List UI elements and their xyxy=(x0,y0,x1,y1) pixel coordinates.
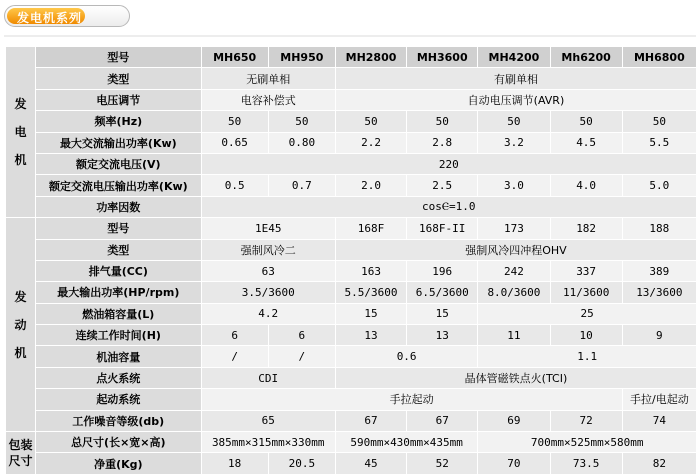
label-type: 类型 xyxy=(36,68,200,88)
cell-frequency: 50 xyxy=(269,111,335,131)
cell-frequency: 50 xyxy=(551,111,622,131)
cell-max-output: 8.0/3600 xyxy=(478,282,549,302)
model-col: MH6800 xyxy=(623,47,696,67)
cell-rated-ac-power: 0.5 xyxy=(202,175,268,195)
cell-frequency: 50 xyxy=(623,111,696,131)
cell-weight: 73.5 xyxy=(551,453,622,473)
label-displacement: 排气量(CC) xyxy=(36,261,200,281)
cell-max-output: 11/3600 xyxy=(551,282,622,302)
row-oil-capacity xyxy=(6,346,696,366)
row-type xyxy=(6,68,696,88)
cell-start-system: 手拉/电起动 xyxy=(623,389,696,409)
cell-displacement: 337 xyxy=(551,261,622,281)
label-frequency: 频率(Hz) xyxy=(36,111,200,131)
cell-frequency: 50 xyxy=(407,111,477,131)
cell-weight: 45 xyxy=(336,453,406,473)
cell-displacement: 242 xyxy=(478,261,549,281)
spec-table xyxy=(5,46,697,475)
row-rated-ac-power xyxy=(6,175,696,195)
cell-noise: 69 xyxy=(478,411,549,431)
row-start-system xyxy=(6,389,696,409)
model-col: MH2800 xyxy=(336,47,406,67)
cell-voltage-reg: 自动电压调节(AVR) xyxy=(336,90,696,110)
cell-engine-type: 强制风冷四冲程OHV xyxy=(336,240,696,260)
cell-frequency: 50 xyxy=(336,111,406,131)
cell-max-ac-power: 2.2 xyxy=(336,133,406,153)
label-oil-capacity: 机油容量 xyxy=(36,346,200,366)
label-max-output: 最大输出功率(HP/rpm) xyxy=(36,282,200,302)
row-weight xyxy=(6,453,696,473)
cell-dimensions: 700mm×525mm×580mm xyxy=(478,432,696,452)
label-rated-voltage: 额定交流电压(V) xyxy=(36,154,200,174)
cell-engine-model: 182 xyxy=(551,218,622,238)
cell-run-time: 13 xyxy=(407,325,477,345)
cell-run-time: 6 xyxy=(269,325,335,345)
cell-displacement: 196 xyxy=(407,261,477,281)
cell-fuel-tank: 15 xyxy=(336,304,406,324)
cell-weight: 20.5 xyxy=(269,453,335,473)
model-col: MH950 xyxy=(269,47,335,67)
label-noise: 工作噪音等级(db) xyxy=(36,411,200,431)
label-ignition: 点火系统 xyxy=(36,368,200,388)
cell-voltage-reg: 电容补偿式 xyxy=(202,90,335,110)
cell-engine-model: 168F xyxy=(336,218,406,238)
row-frequency xyxy=(6,111,696,131)
model-col: MH4200 xyxy=(478,47,549,67)
label-model: 型号 xyxy=(36,47,200,67)
cell-run-time: 6 xyxy=(202,325,268,345)
cell-frequency: 50 xyxy=(478,111,549,131)
row-ignition xyxy=(6,368,696,388)
cell-max-ac-power: 3.2 xyxy=(478,133,549,153)
cell-ignition: 晶体管磁铁点火(TCI) xyxy=(336,368,696,388)
cell-weight: 52 xyxy=(407,453,477,473)
cell-start-system: 手拉起动 xyxy=(202,389,622,409)
cell-max-ac-power: 4.5 xyxy=(551,133,622,153)
cell-weight: 82 xyxy=(623,453,696,473)
cell-max-ac-power: 0.65 xyxy=(202,133,268,153)
cell-dimensions: 590mm×430mm×435mm xyxy=(336,432,477,452)
row-max-ac-power xyxy=(6,133,696,153)
row-max-output xyxy=(6,282,696,302)
row-engine-model xyxy=(6,218,696,238)
cell-ignition: CDI xyxy=(202,368,335,388)
cell-type: 无刷单相 xyxy=(202,68,335,88)
section-title-badge xyxy=(4,5,130,27)
cell-displacement: 389 xyxy=(623,261,696,281)
label-max-ac-power: 最大交流输出功率(Kw) xyxy=(36,133,200,153)
model-col: Mh6200 xyxy=(551,47,622,67)
row-run-time xyxy=(6,325,696,345)
cell-fuel-tank: 25 xyxy=(478,304,696,324)
cell-power-factor: cosⲈ=1.0 xyxy=(202,197,696,217)
cell-max-output: 6.5/3600 xyxy=(407,282,477,302)
cell-engine-model: 1E45 xyxy=(202,218,335,238)
cell-max-output: 3.5/3600 xyxy=(202,282,335,302)
row-model xyxy=(6,47,696,67)
model-col: MH3600 xyxy=(407,47,477,67)
cell-oil-capacity: 0.6 xyxy=(336,346,477,366)
cell-noise: 72 xyxy=(551,411,622,431)
cell-rated-ac-power: 2.5 xyxy=(407,175,477,195)
section-engine: 发 动 机 xyxy=(6,218,35,431)
cell-noise: 67 xyxy=(336,411,406,431)
cell-fuel-tank: 15 xyxy=(407,304,477,324)
label-engine-model: 型号 xyxy=(36,218,200,238)
title-divider xyxy=(4,35,696,37)
label-rated-ac-power: 额定交流电压输出功率(Kw) xyxy=(36,175,200,195)
cell-rated-ac-power: 4.0 xyxy=(551,175,622,195)
row-fuel-tank xyxy=(6,304,696,324)
label-voltage-reg: 电压调节 xyxy=(36,90,200,110)
cell-weight: 70 xyxy=(478,453,549,473)
cell-rated-ac-power: 5.0 xyxy=(623,175,696,195)
cell-oil-capacity: 1.1 xyxy=(478,346,696,366)
row-voltage-reg xyxy=(6,90,696,110)
cell-frequency: 50 xyxy=(202,111,268,131)
cell-noise: 67 xyxy=(407,411,477,431)
cell-run-time: 10 xyxy=(551,325,622,345)
label-fuel-tank: 燃油箱容量(L) xyxy=(36,304,200,324)
cell-weight: 18 xyxy=(202,453,268,473)
cell-run-time: 11 xyxy=(478,325,549,345)
cell-rated-ac-power: 3.0 xyxy=(478,175,549,195)
label-engine-type: 类型 xyxy=(36,240,200,260)
label-start-system: 起动系统 xyxy=(36,389,200,409)
cell-rated-ac-power: 0.7 xyxy=(269,175,335,195)
model-col: MH650 xyxy=(202,47,268,67)
cell-rated-ac-power: 2.0 xyxy=(336,175,406,195)
row-noise xyxy=(6,411,696,431)
cell-engine-model: 173 xyxy=(478,218,549,238)
cell-displacement: 63 xyxy=(202,261,335,281)
row-rated-voltage xyxy=(6,154,696,174)
section-package: 包装 尺寸 xyxy=(6,432,35,474)
row-dimensions xyxy=(6,432,696,452)
cell-fuel-tank: 4.2 xyxy=(202,304,335,324)
cell-run-time: 13 xyxy=(336,325,406,345)
cell-engine-model: 168F-II xyxy=(407,218,477,238)
cell-max-output: 5.5/3600 xyxy=(336,282,406,302)
cell-max-ac-power: 2.8 xyxy=(407,133,477,153)
cell-engine-model: 188 xyxy=(623,218,696,238)
cell-oil-capacity: / xyxy=(202,346,268,366)
row-displacement xyxy=(6,261,696,281)
cell-max-ac-power: 5.5 xyxy=(623,133,696,153)
cell-max-output: 13/3600 xyxy=(623,282,696,302)
cell-type: 有刷单相 xyxy=(336,68,696,88)
cell-max-ac-power: 0.80 xyxy=(269,133,335,153)
cell-oil-capacity: / xyxy=(269,346,335,366)
row-power-factor xyxy=(6,197,696,217)
label-run-time: 连续工作时间(H) xyxy=(36,325,200,345)
cell-dimensions: 385mm×315mm×330mm xyxy=(202,432,335,452)
label-power-factor: 功率因数 xyxy=(36,197,200,217)
cell-noise: 74 xyxy=(623,411,696,431)
cell-noise: 65 xyxy=(202,411,335,431)
label-weight: 净重(Kg) xyxy=(36,453,200,473)
row-engine-type xyxy=(6,240,696,260)
section-generator: 发 电 机 xyxy=(6,47,35,217)
cell-run-time: 9 xyxy=(623,325,696,345)
cell-engine-type: 强制风冷二 xyxy=(202,240,335,260)
cell-rated-voltage: 220 xyxy=(202,154,696,174)
label-dimensions: 总尺寸(长×宽×高) xyxy=(36,432,200,452)
cell-displacement: 163 xyxy=(336,261,406,281)
page-title: 发电机系列 xyxy=(17,11,83,25)
